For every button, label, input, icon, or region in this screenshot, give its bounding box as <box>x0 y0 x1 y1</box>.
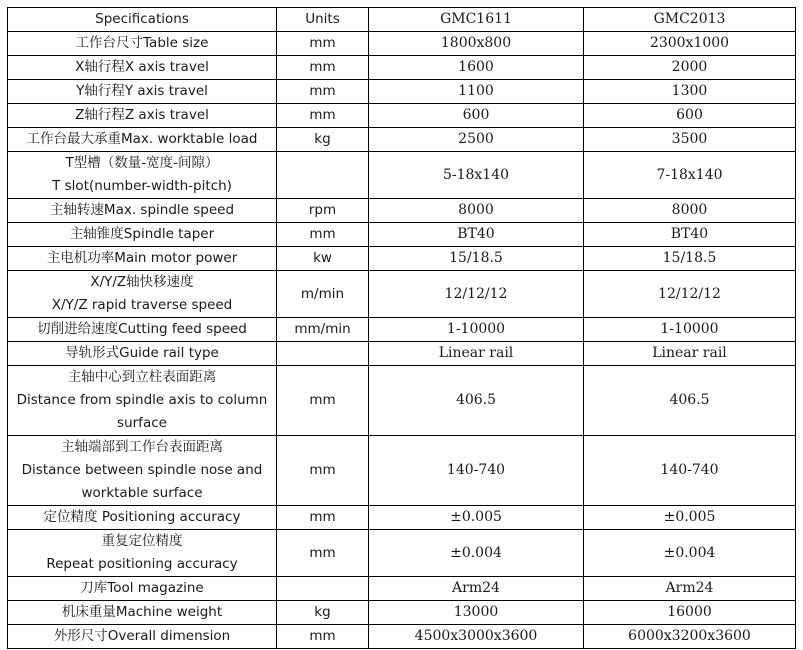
value-cell-model-1: ±0.005 <box>369 506 584 530</box>
spec-label-line: X/Y/Z rapid traverse speed <box>51 297 233 313</box>
spec-label-line: worktable surface <box>81 485 203 501</box>
value-cell-model-1: 4500x3000x3600 <box>369 625 584 649</box>
value-cell-model-1: 5-18x140 <box>369 152 584 199</box>
spec-label-cell <box>8 152 277 199</box>
value-cell-model-2: 406.5 <box>584 366 796 436</box>
table-row <box>8 530 796 577</box>
spec-label-cell <box>8 80 277 104</box>
value-cell-model-2: 15/18.5 <box>584 247 796 271</box>
unit-cell: mm <box>277 506 369 530</box>
unit-cell: kg <box>277 601 369 625</box>
unit-cell: mm <box>277 366 369 436</box>
value-cell-model-1: 12/12/12 <box>369 271 584 318</box>
spec-label-cell <box>8 436 277 506</box>
value-cell-model-1: ±0.004 <box>369 530 584 577</box>
unit-cell: mm <box>277 56 369 80</box>
spec-label-line: 主电机功率Main motor power <box>46 250 238 266</box>
value-cell-model-2: BT40 <box>584 223 796 247</box>
spec-label-line: 机床重量Machine weight <box>61 604 223 620</box>
table-row <box>8 436 796 506</box>
unit-cell: rpm <box>277 199 369 223</box>
value-cell-model-2: ±0.005 <box>584 506 796 530</box>
spec-label-line: 主轴端部到工作台表面距离 <box>61 439 223 455</box>
table-row <box>8 271 796 318</box>
unit-cell: mm <box>277 80 369 104</box>
spec-label-line: 工作台最大承重Max. worktable load <box>26 131 258 147</box>
unit-cell: m/min <box>277 271 369 318</box>
value-cell-model-2: Linear rail <box>584 342 796 366</box>
spec-label-cell <box>8 223 277 247</box>
value-cell-model-1: 1-10000 <box>369 318 584 342</box>
unit-cell: mm/min <box>277 318 369 342</box>
spec-label-line: surface <box>117 415 167 431</box>
spec-label-cell <box>8 318 277 342</box>
unit-cell: mm <box>277 104 369 128</box>
spec-label-line: 定位精度 Positioning accuracy <box>43 509 241 525</box>
table-row <box>8 80 796 104</box>
table-row <box>8 152 796 199</box>
value-cell-model-1: Linear rail <box>369 342 584 366</box>
table-row <box>8 601 796 625</box>
table-row <box>8 318 796 342</box>
spec-label-cell <box>8 128 277 152</box>
header-row <box>8 8 796 32</box>
value-cell-model-1: 1800x800 <box>369 32 584 56</box>
value-cell-model-1: BT40 <box>369 223 584 247</box>
unit-cell: mm <box>277 625 369 649</box>
header-specifications: Specifications <box>8 8 277 32</box>
spec-label-line: 主轴锥度Spindle taper <box>69 226 215 242</box>
value-cell-model-1: 13000 <box>369 601 584 625</box>
unit-cell <box>277 342 369 366</box>
spec-label-cell <box>8 32 277 56</box>
spec-label-cell <box>8 601 277 625</box>
table-row <box>8 32 796 56</box>
spec-label-line: Distance from spindle axis to column <box>16 392 268 408</box>
spec-label-cell <box>8 104 277 128</box>
spec-label-cell <box>8 199 277 223</box>
spec-label-line: 工作台尺寸Table size <box>75 35 209 51</box>
value-cell-model-2: 16000 <box>584 601 796 625</box>
spec-label-line: 导轨形式Guide rail type <box>65 345 219 361</box>
unit-cell: kg <box>277 128 369 152</box>
spec-label-line: Y轴行程Y axis travel <box>76 83 208 99</box>
spec-label-line: X/Y/Z轴快移速度 <box>90 274 194 290</box>
table-row <box>8 223 796 247</box>
value-cell-model-2: ±0.004 <box>584 530 796 577</box>
value-cell-model-1: 1600 <box>369 56 584 80</box>
unit-cell: mm <box>277 223 369 247</box>
spec-label-cell <box>8 271 277 318</box>
value-cell-model-2: Arm24 <box>584 577 796 601</box>
value-cell-model-1: Arm24 <box>369 577 584 601</box>
spec-label-line: Z轴行程Z axis travel <box>75 107 209 123</box>
header-model-1: GMC1611 <box>369 8 584 32</box>
table-row <box>8 577 796 601</box>
spec-label-line: 刀库Tool magazine <box>80 580 204 596</box>
value-cell-model-2: 2000 <box>584 56 796 80</box>
unit-cell: mm <box>277 530 369 577</box>
spec-label-cell <box>8 530 277 577</box>
value-cell-model-1: 1100 <box>369 80 584 104</box>
spec-label-line: 外形尺寸Overall dimension <box>53 628 231 644</box>
table-row <box>8 366 796 436</box>
spec-label-cell <box>8 506 277 530</box>
unit-cell <box>277 152 369 199</box>
table-row <box>8 342 796 366</box>
value-cell-model-1: 600 <box>369 104 584 128</box>
value-cell-model-1: 2500 <box>369 128 584 152</box>
spec-label-cell <box>8 342 277 366</box>
specifications-table <box>7 7 796 649</box>
value-cell-model-2: 12/12/12 <box>584 271 796 318</box>
table-body <box>8 32 796 649</box>
value-cell-model-1: 15/18.5 <box>369 247 584 271</box>
spec-label-line: T型槽（数量-宽度-间隙） <box>65 155 219 171</box>
spec-label-cell <box>8 366 277 436</box>
table-row <box>8 128 796 152</box>
unit-cell: mm <box>277 436 369 506</box>
value-cell-model-2: 1300 <box>584 80 796 104</box>
value-cell-model-2: 1-10000 <box>584 318 796 342</box>
table-row <box>8 247 796 271</box>
value-cell-model-2: 8000 <box>584 199 796 223</box>
value-cell-model-1: 8000 <box>369 199 584 223</box>
unit-cell: mm <box>277 32 369 56</box>
value-cell-model-1: 140-740 <box>369 436 584 506</box>
header-model-2: GMC2013 <box>584 8 796 32</box>
table-row <box>8 56 796 80</box>
spec-label-cell <box>8 625 277 649</box>
value-cell-model-2: 140-740 <box>584 436 796 506</box>
spec-table-container <box>7 7 796 649</box>
spec-label-line: X轴行程X axis travel <box>75 59 209 75</box>
value-cell-model-2: 2300x1000 <box>584 32 796 56</box>
spec-label-cell <box>8 247 277 271</box>
value-cell-model-2: 3500 <box>584 128 796 152</box>
value-cell-model-2: 6000x3200x3600 <box>584 625 796 649</box>
table-row <box>8 506 796 530</box>
spec-label-line: 切削进给速度Cutting feed speed <box>37 321 247 337</box>
value-cell-model-2: 7-18x140 <box>584 152 796 199</box>
spec-label-cell <box>8 577 277 601</box>
header-units: Units <box>277 8 369 32</box>
unit-cell <box>277 577 369 601</box>
value-cell-model-2: 600 <box>584 104 796 128</box>
table-row <box>8 625 796 649</box>
spec-label-line: T slot(number-width-pitch) <box>52 178 232 194</box>
spec-label-line: 重复定位精度 <box>101 533 183 549</box>
unit-cell: kw <box>277 247 369 271</box>
spec-label-line: 主轴转速Max. spindle speed <box>49 202 235 218</box>
table-row <box>8 199 796 223</box>
spec-label-cell <box>8 56 277 80</box>
spec-label-line: Repeat positioning accuracy <box>46 556 238 572</box>
value-cell-model-1: 406.5 <box>369 366 584 436</box>
spec-label-line: 主轴中心到立柱表面距离 <box>67 369 217 385</box>
table-row <box>8 104 796 128</box>
spec-label-line: Distance between spindle nose and <box>21 462 263 478</box>
